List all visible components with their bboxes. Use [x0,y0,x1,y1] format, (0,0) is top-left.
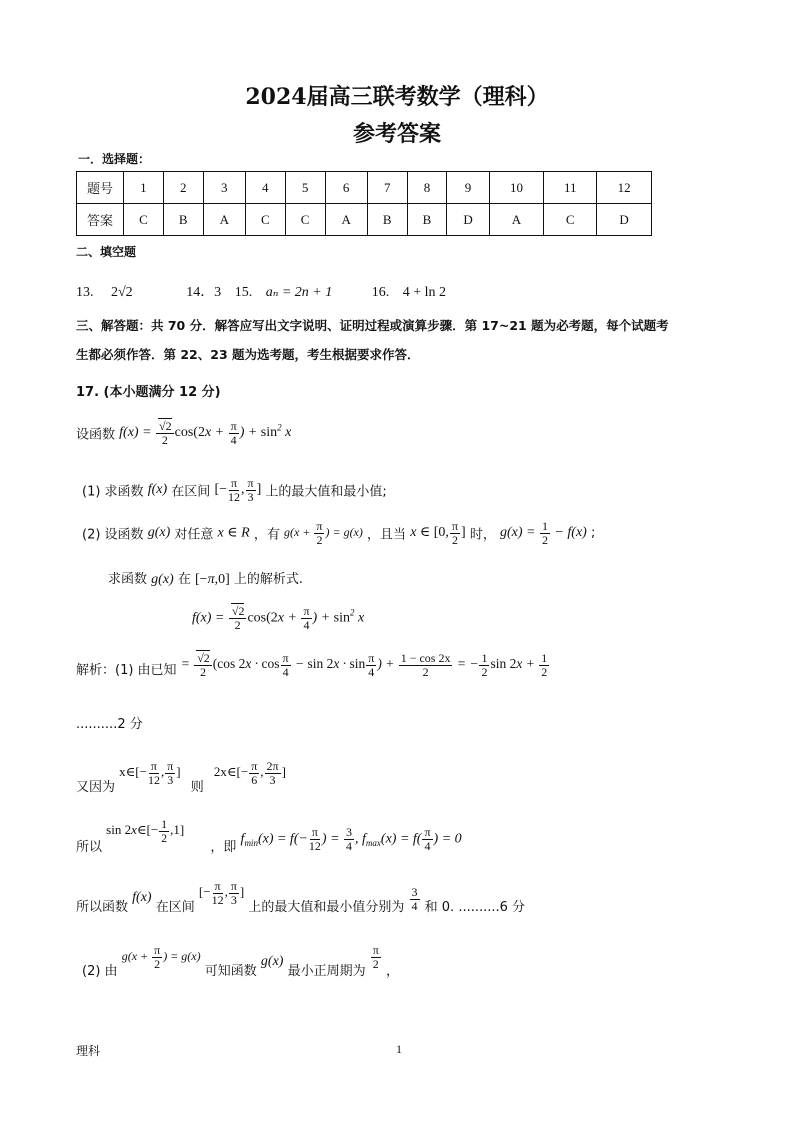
page-number: 1 [396,1042,402,1056]
q14-label: 14．3 [186,285,222,300]
table-cell: C [285,204,325,236]
part1-question: (1) 求函数 f(x) 在区间 [− $\frac{\pi}{12}$ , $\frac{\pi}{3}$ ] 上的最大值和最小值; [82,476,387,504]
table-cell: A [489,204,544,236]
table-cell: C [124,204,164,236]
q16-answer: 4 + ln 2 [402,285,447,300]
solution-formula-2: = $\frac{√2}{2}$ (cos 2x · cos $\frac{\pi}{4}$ − sin 2x · sin $\frac{\pi}{4}$ ) + $\frac{1 - \cos 2x}{2}$ = − $\frac{1}{2}$ sin 2x + $\frac{1}{2}$ [180,651,548,679]
part2-question: (2) 设函数 g(x) 对任意 x ∈ R ，有 g(x + $\frac{\pi}{2}$ ) = g(x) ，且当 x ∈ [0, $\frac{\pi}{2}$ ] 时， g(x) = $\frac{1}{2}$ − f(x) ; [82,519,596,547]
section3-line1: 三、解答题：共 70 分．解答应写出文字说明、证明过程或演算步骤．第 17~21 题为必考题，每个试题考 [76,318,669,333]
table-cell: 10 [489,172,544,204]
table-cell: 5 [285,172,325,204]
result-line: 所以函数 f(x) 在区间 [− $\frac{\pi}{12}$ , $\frac{\pi}{3}$ ] 上的最大值和最小值分别为 $\frac{3}{4}$ 和 0. ..........6 分 [76,879,526,915]
table-cell: 1 [124,172,164,204]
table-cell: 9 [447,172,489,204]
q15-label: 15. [234,285,253,300]
table-row [77,172,652,204]
score-mark-2: ..........2 分 [76,717,143,732]
table-cell: 题号 [77,172,124,204]
so-line: 所以 sin 2x∈[− $\frac{1}{2}$ ,1] ，即 $f_{min}(x) = f(-$ $\frac{\pi}{12}$ ) = $\frac{3}{4}$ , $f_{max}(x) = f$( $\frac{\pi}{4}$ ) = 0 [76,817,462,855]
table-cell: A [325,204,367,236]
page-subtitle: 参考答案 [352,121,441,147]
table-cell: C [245,204,285,236]
fill-blank-answers [76,281,446,301]
solution-formula-1: f(x) = $\frac{√2}{2}$ cos(2x + $\frac{\pi}{4}$ ) + $\sin^2 x$ [192,604,365,632]
setup-formula: f(x) = $\frac{√2}{2}$ cos(2x + $\frac{\pi}{4}$ ) + $\sin^2 x$ [119,419,292,447]
problem17-setup: 设函数 f(x) = $\frac{√2}{2}$ cos(2x + $\frac{\pi}{4}$ ) + $\sin^2 x$ [76,419,292,447]
part2-question-line2: 求函数 g(x) 在 [−π,0] 上的解析式. [108,572,304,587]
table-cell: B [407,204,447,236]
q13-answer: 2√2 [111,285,133,300]
q15-answer: aₙ = 2n + 1 [265,285,333,300]
table-cell: B [367,204,407,236]
table-cell: D [597,204,652,236]
table-cell: 8 [407,172,447,204]
page-title: 2024届高三联考数学（理科） [245,84,549,110]
answer-table [76,171,652,236]
table-cell: 4 [245,172,285,204]
table-cell: D [447,204,489,236]
solution-line: 解析：(1) 由已知 = $\frac{√2}{2}$ (cos 2x · cos $\frac{\pi}{4}$ − sin 2x · sin $\frac{\pi}{4}$ ) + $\frac{1 - \cos 2x}{2}$ = − $\frac{1}{2}$ sin 2x + $\frac{1}{2}$ [76,652,550,678]
table-cell: 12 [597,172,652,204]
table-cell: 6 [325,172,367,204]
problem17-heading: 17. (本小题满分 12 分) [76,385,221,400]
table-cell: 3 [203,172,245,204]
table-cell: C [544,204,597,236]
section3-line2: 生都必须作答．第 22、23 题为选考题，考生根据要求作答． [76,347,420,362]
q16-label: 16. [371,285,390,300]
section2-heading: 二、填空题 [76,245,137,259]
section1-heading: 一．选择题： [78,152,151,166]
part2-solution-line: (2) 由 g(x + $\frac{\pi}{2}$ ) = g(x) 可知函数 g(x) 最小正周期为 $\frac{\pi}{2}$ ， [82,943,399,979]
table-cell: A [203,204,245,236]
table-cell: 11 [544,172,597,204]
q13-label: 13. [76,285,94,300]
table-cell: 答案 [77,204,124,236]
table-cell: 7 [367,172,407,204]
because-line: 又因为 x∈[− $\frac{\pi}{12}$ , $\frac{\pi}{3}$ ] 则 2x∈[− $\frac{\pi}{6}$ , $\frac{2\pi}{3}$ ] [76,759,286,795]
footer-label: 理科 [76,1044,101,1058]
table-cell: B [163,204,203,236]
table-cell: 2 [163,172,203,204]
table-row [77,204,652,236]
